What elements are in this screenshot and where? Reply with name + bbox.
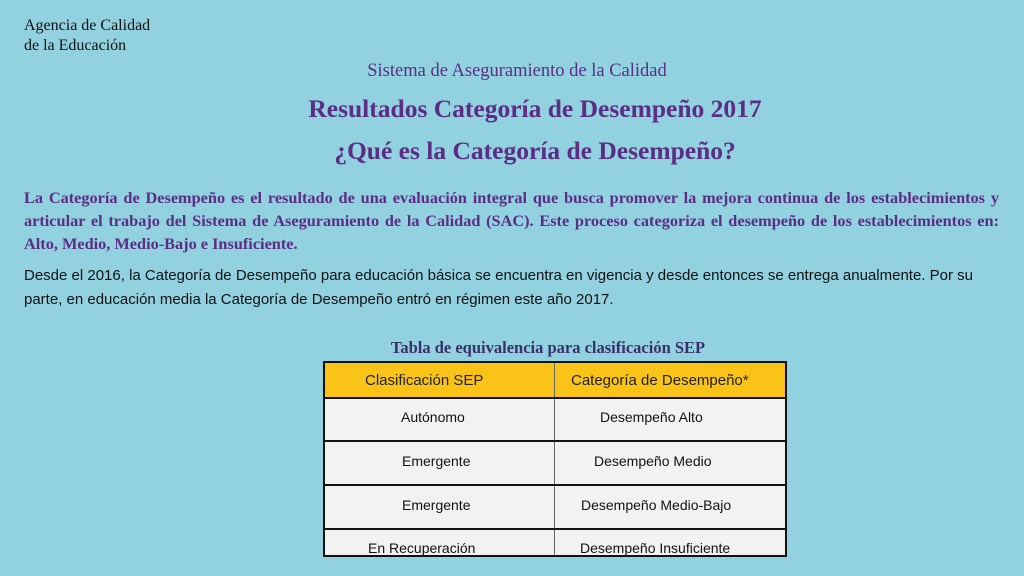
table-cell-sep-1: Autónomo (401, 409, 465, 425)
system-subtitle: Sistema de Aseguramiento de la Calidad (367, 61, 667, 81)
table-cell-category-4: Desempeño Insuficiente (580, 540, 731, 556)
table-title: Tabla de equivalencia para clasificación SEP (390, 338, 706, 357)
organization-line-1: Agencia de Calidad (24, 17, 151, 34)
column-divider (554, 363, 555, 555)
table-cell-sep-2: Emergente (402, 453, 471, 469)
description-text-1: Desde el 2016, la (24, 267, 145, 284)
table-cell-sep-4: En Recuperación (368, 540, 476, 556)
intro-paragraph: La Categoría de Desempeño es el resultado de una evaluación integral que busca promover la mejora continua de los establecimientos y articular el trabajo del Sistema de Aseguramiento de la Calidad (SAC). Este proceso categoriza el desempeño de los establecimientos en: Alto, Medio, Medio-Bajo e Insuficiente. (24, 188, 999, 253)
header-categoria-desempeno: Categoría de Desempeño* (571, 372, 749, 389)
row-divider (325, 397, 785, 399)
row-divider (325, 484, 785, 486)
organization-label (24, 16, 150, 56)
table-cell-category-1: Desempeño Alto (600, 409, 703, 425)
page-title: Resultados Categoría de Desempeño 2017 (308, 94, 762, 123)
description-highlight-basic-education: Categoría de Desempeño para educación básica (144, 267, 471, 284)
description-text-2: se encuentra en (470, 267, 587, 284)
table-header-row (325, 363, 785, 397)
equivalence-table (323, 361, 787, 557)
header-clasificacion-sep: Clasificación SEP (365, 372, 484, 389)
description-text-3: y desde entonces se entrega anualmente. Por su parte, en educación media la Categoría de Desempeño entró en régimen este año 2017. (24, 267, 973, 308)
table-cell-sep-3: Emergente (402, 497, 471, 513)
row-divider (325, 440, 785, 442)
organization-line-2: de la Educación (24, 37, 127, 54)
question-heading: ¿Qué es la Categoría de Desempeño? (334, 136, 736, 165)
table-cell-category-3: Desempeño Medio-Bajo (581, 497, 732, 513)
description-paragraph (24, 264, 999, 312)
table-cell-category-2: Desempeño Medio (594, 453, 712, 469)
row-divider (325, 528, 785, 530)
description-highlight-vigencia: vigencia (586, 267, 642, 284)
